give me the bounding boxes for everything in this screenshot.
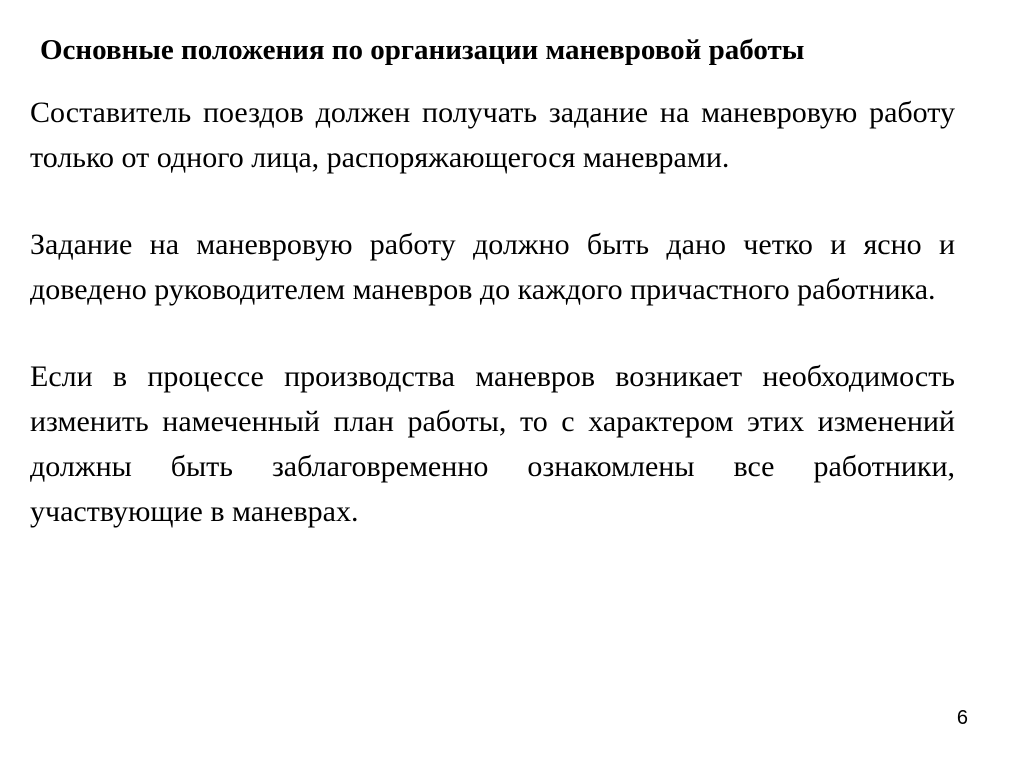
- slide-body: [30, 90, 955, 534]
- page-number: 6: [956, 707, 968, 729]
- paragraph-3: Если в процессе производства маневров возникает необходимость изменить намеченный план работы, то с характером этих изменений должны быть заблаговременно ознакомлены все работники, участвующие в маневрах.: [30, 360, 955, 528]
- slide-title: Основные положения по организации маневровой работы: [40, 34, 805, 66]
- paragraph-2: Задание на маневровую работу должно быть дано четко и ясно и доведено руководителем маневров до каждого причастного работника.: [30, 228, 955, 306]
- paragraph-1: Составитель поездов должен получать задание на маневровую работу только от одного лица, распоряжающегося маневрами.: [30, 96, 955, 174]
